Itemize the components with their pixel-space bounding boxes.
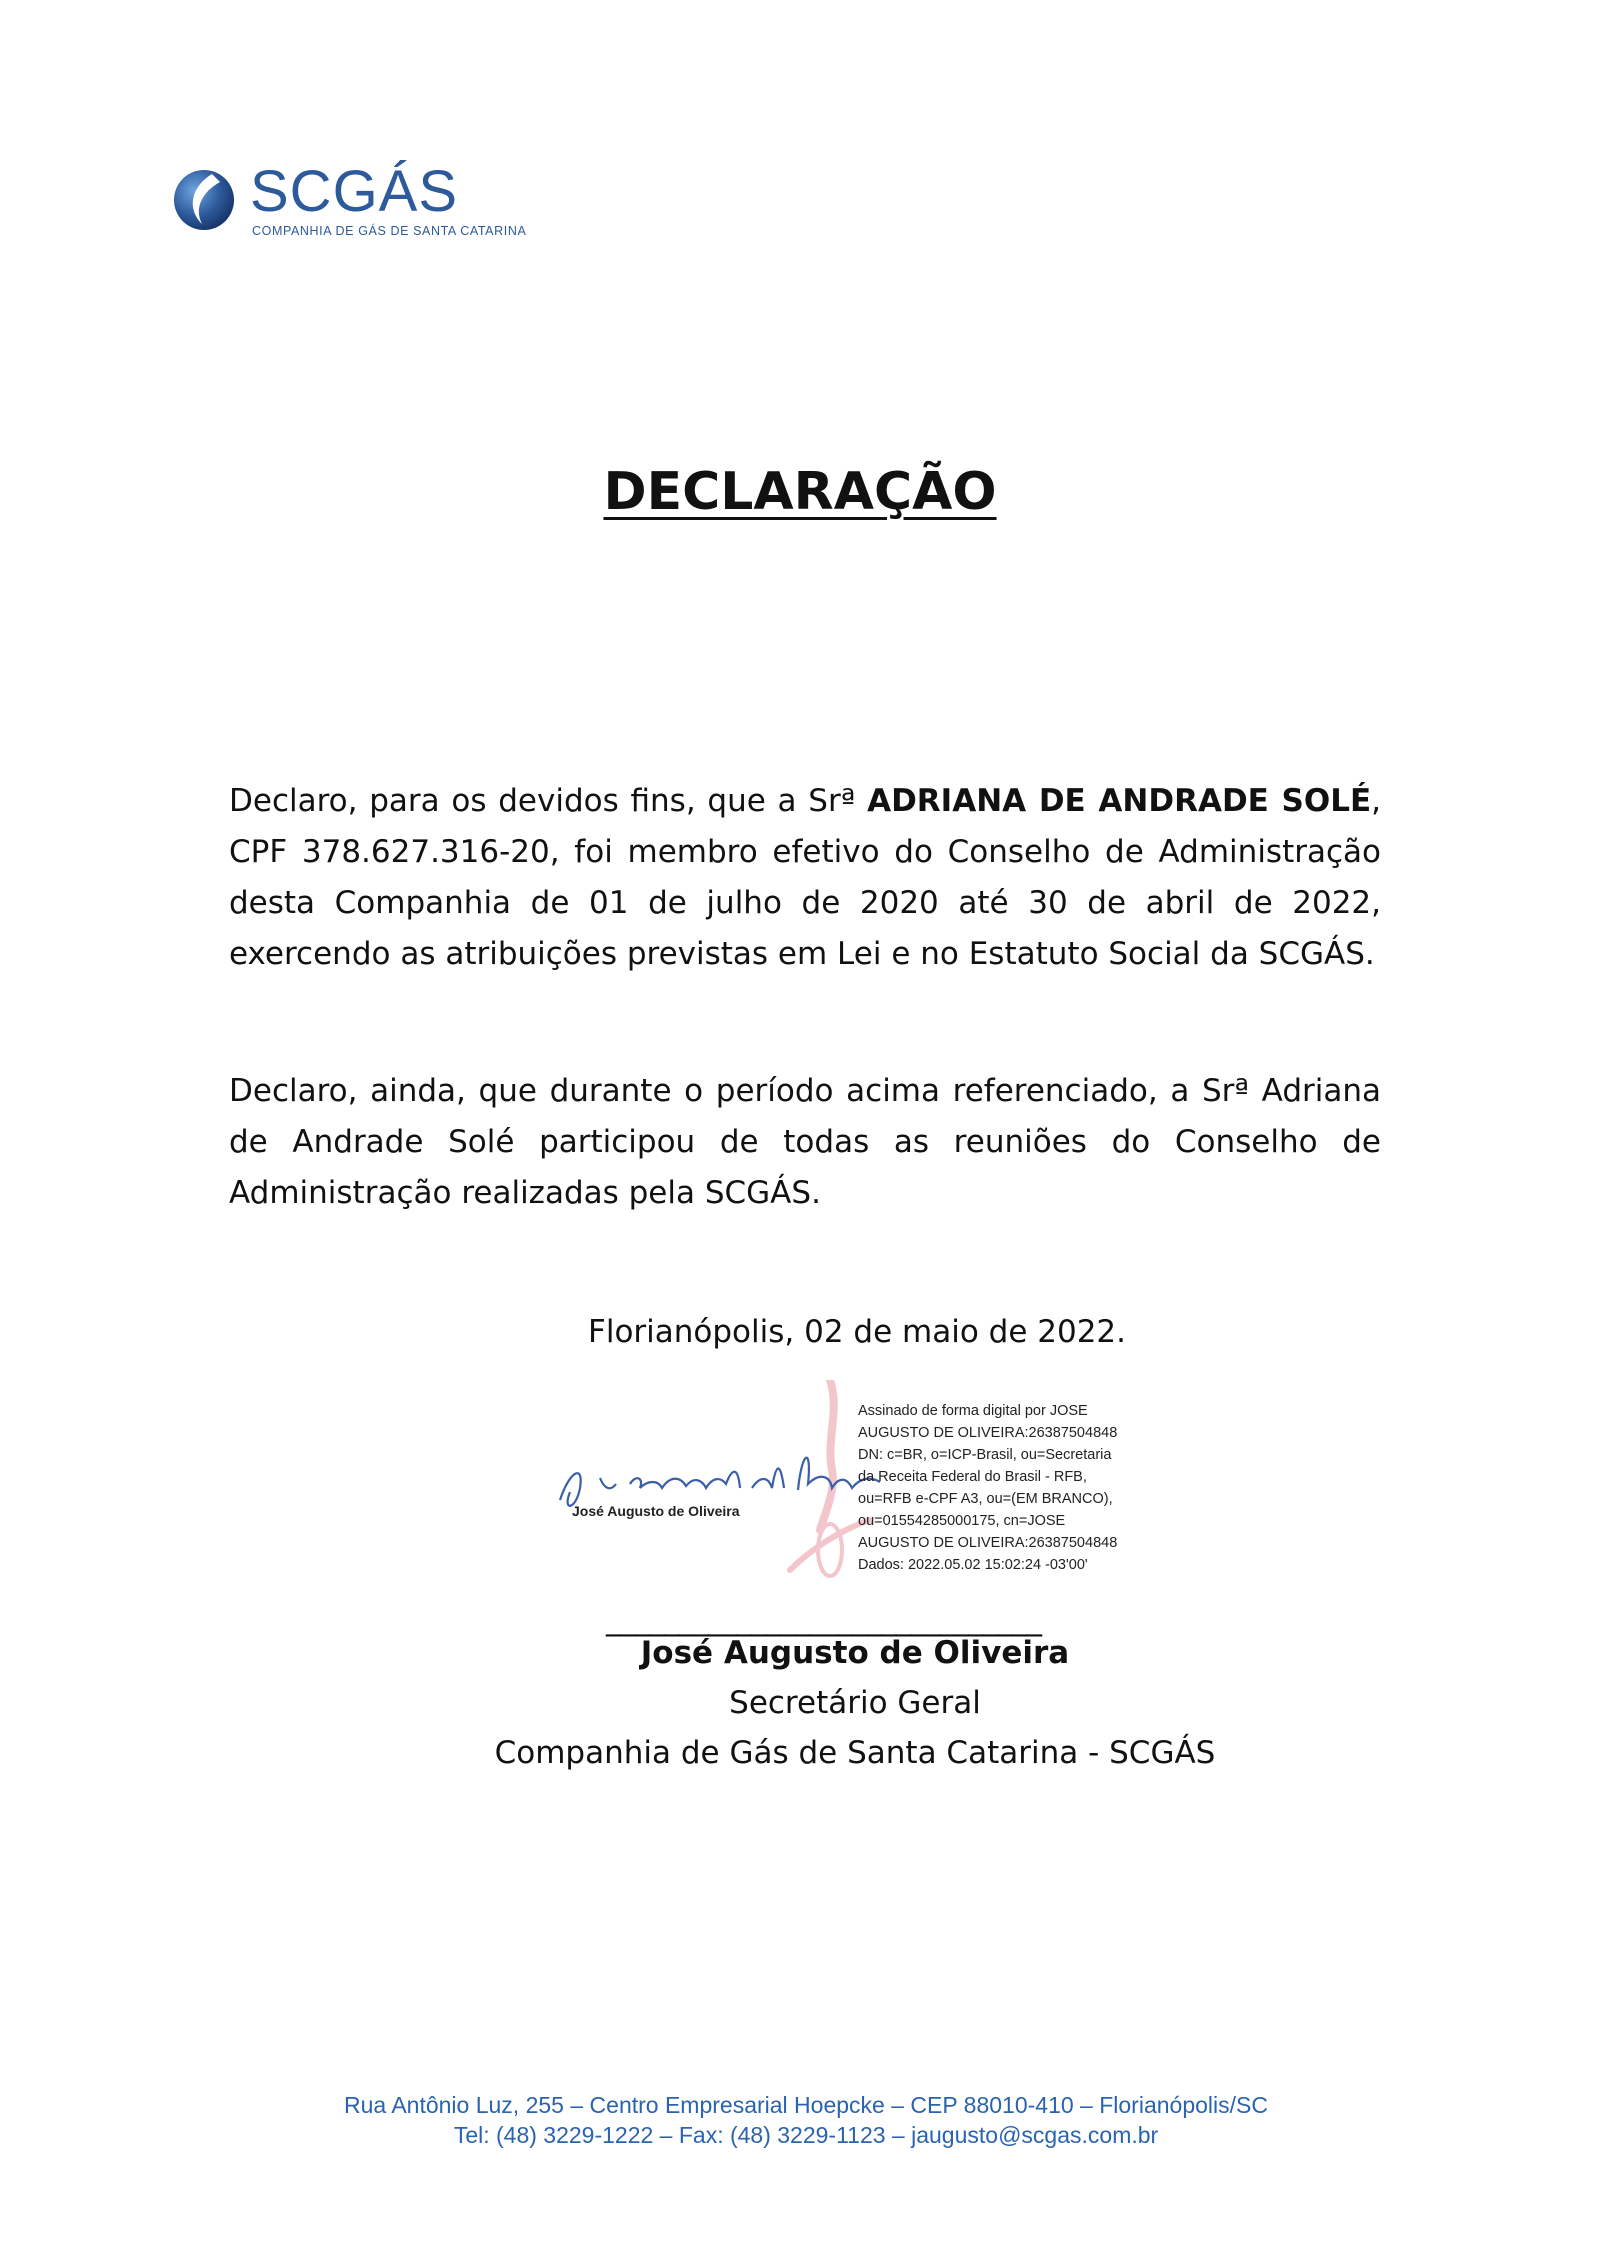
digital-certificate-info [858, 1400, 1188, 1576]
gas-flame-logo-icon [172, 168, 236, 232]
certificate-line: AUGUSTO DE OLIVEIRA:26387504848 [858, 1425, 1118, 1441]
certificate-line: Dados: 2022.05.02 15:02:24 -03'00' [858, 1557, 1088, 1573]
document-title: DECLARAÇÃO [603, 462, 997, 522]
signature-caption: José Augusto de Oliveira [572, 1503, 740, 1519]
signer-role: Secretário Geral [729, 1685, 981, 1721]
certificate-line: ou=01554285000175, cn=JOSE [858, 1513, 1066, 1529]
footer-address: Rua Antônio Luz, 255 – Centro Empresarial Hoepcke – CEP 88010-410 – Florianópolis/SC [344, 2092, 1268, 2118]
paragraph-1-intro: Declaro, para os devidos fins, que a Srª [229, 783, 868, 819]
place-date: Florianópolis, 02 de maio de 2022. [588, 1314, 1126, 1350]
declaration-paragraph-2: Declaro, ainda, que durante o período acima referenciado, a Srª Adriana de Andrade Solé participou de todas as reuniões do Conselho de Administração realizadas pela SCGÁS. [229, 1073, 1381, 1211]
signature-line: ______________________________ [606, 1601, 1041, 1637]
logo-tagline: COMPANHIA DE GÁS DE SANTA CATARINA [252, 224, 527, 238]
certificate-line: DN: c=BR, o=ICP-Brasil, ou=Secretaria [858, 1447, 1112, 1463]
certificate-line: AUGUSTO DE OLIVEIRA:26387504848 [858, 1535, 1118, 1551]
certificate-line: Assinado de forma digital por JOSE [858, 1403, 1088, 1419]
signer-organization: Companhia de Gás de Santa Catarina - SCGÁS [494, 1735, 1216, 1771]
footer-contact: Tel: (48) 3229-1222 – Fax: (48) 3229-1123 – jaugusto@scgas.com.br [453, 2122, 1159, 2148]
declared-person-name: ADRIANA DE ANDRADE SOLÉ [867, 783, 1372, 819]
declaration-paragraph-1 [229, 776, 1381, 980]
company-logo [172, 159, 527, 240]
signer-name: José Augusto de Oliveira [640, 1635, 1070, 1671]
certificate-line: da Receita Federal do Brasil - RFB, [858, 1469, 1087, 1485]
logo-wordmark: SCGÁS [250, 159, 459, 224]
paragraph-1-rest: , CPF 378.627.316-20, foi membro efetivo do Conselho de Administração desta Companhia de 01 de julho de 2020 até 30 de abril de 2022, exercendo as atribuições previstas em Lei e no Estatuto Social da SCGÁS. [229, 783, 1381, 972]
certificate-line: ou=RFB e-CPF A3, ou=(EM BRANCO), [858, 1491, 1113, 1507]
